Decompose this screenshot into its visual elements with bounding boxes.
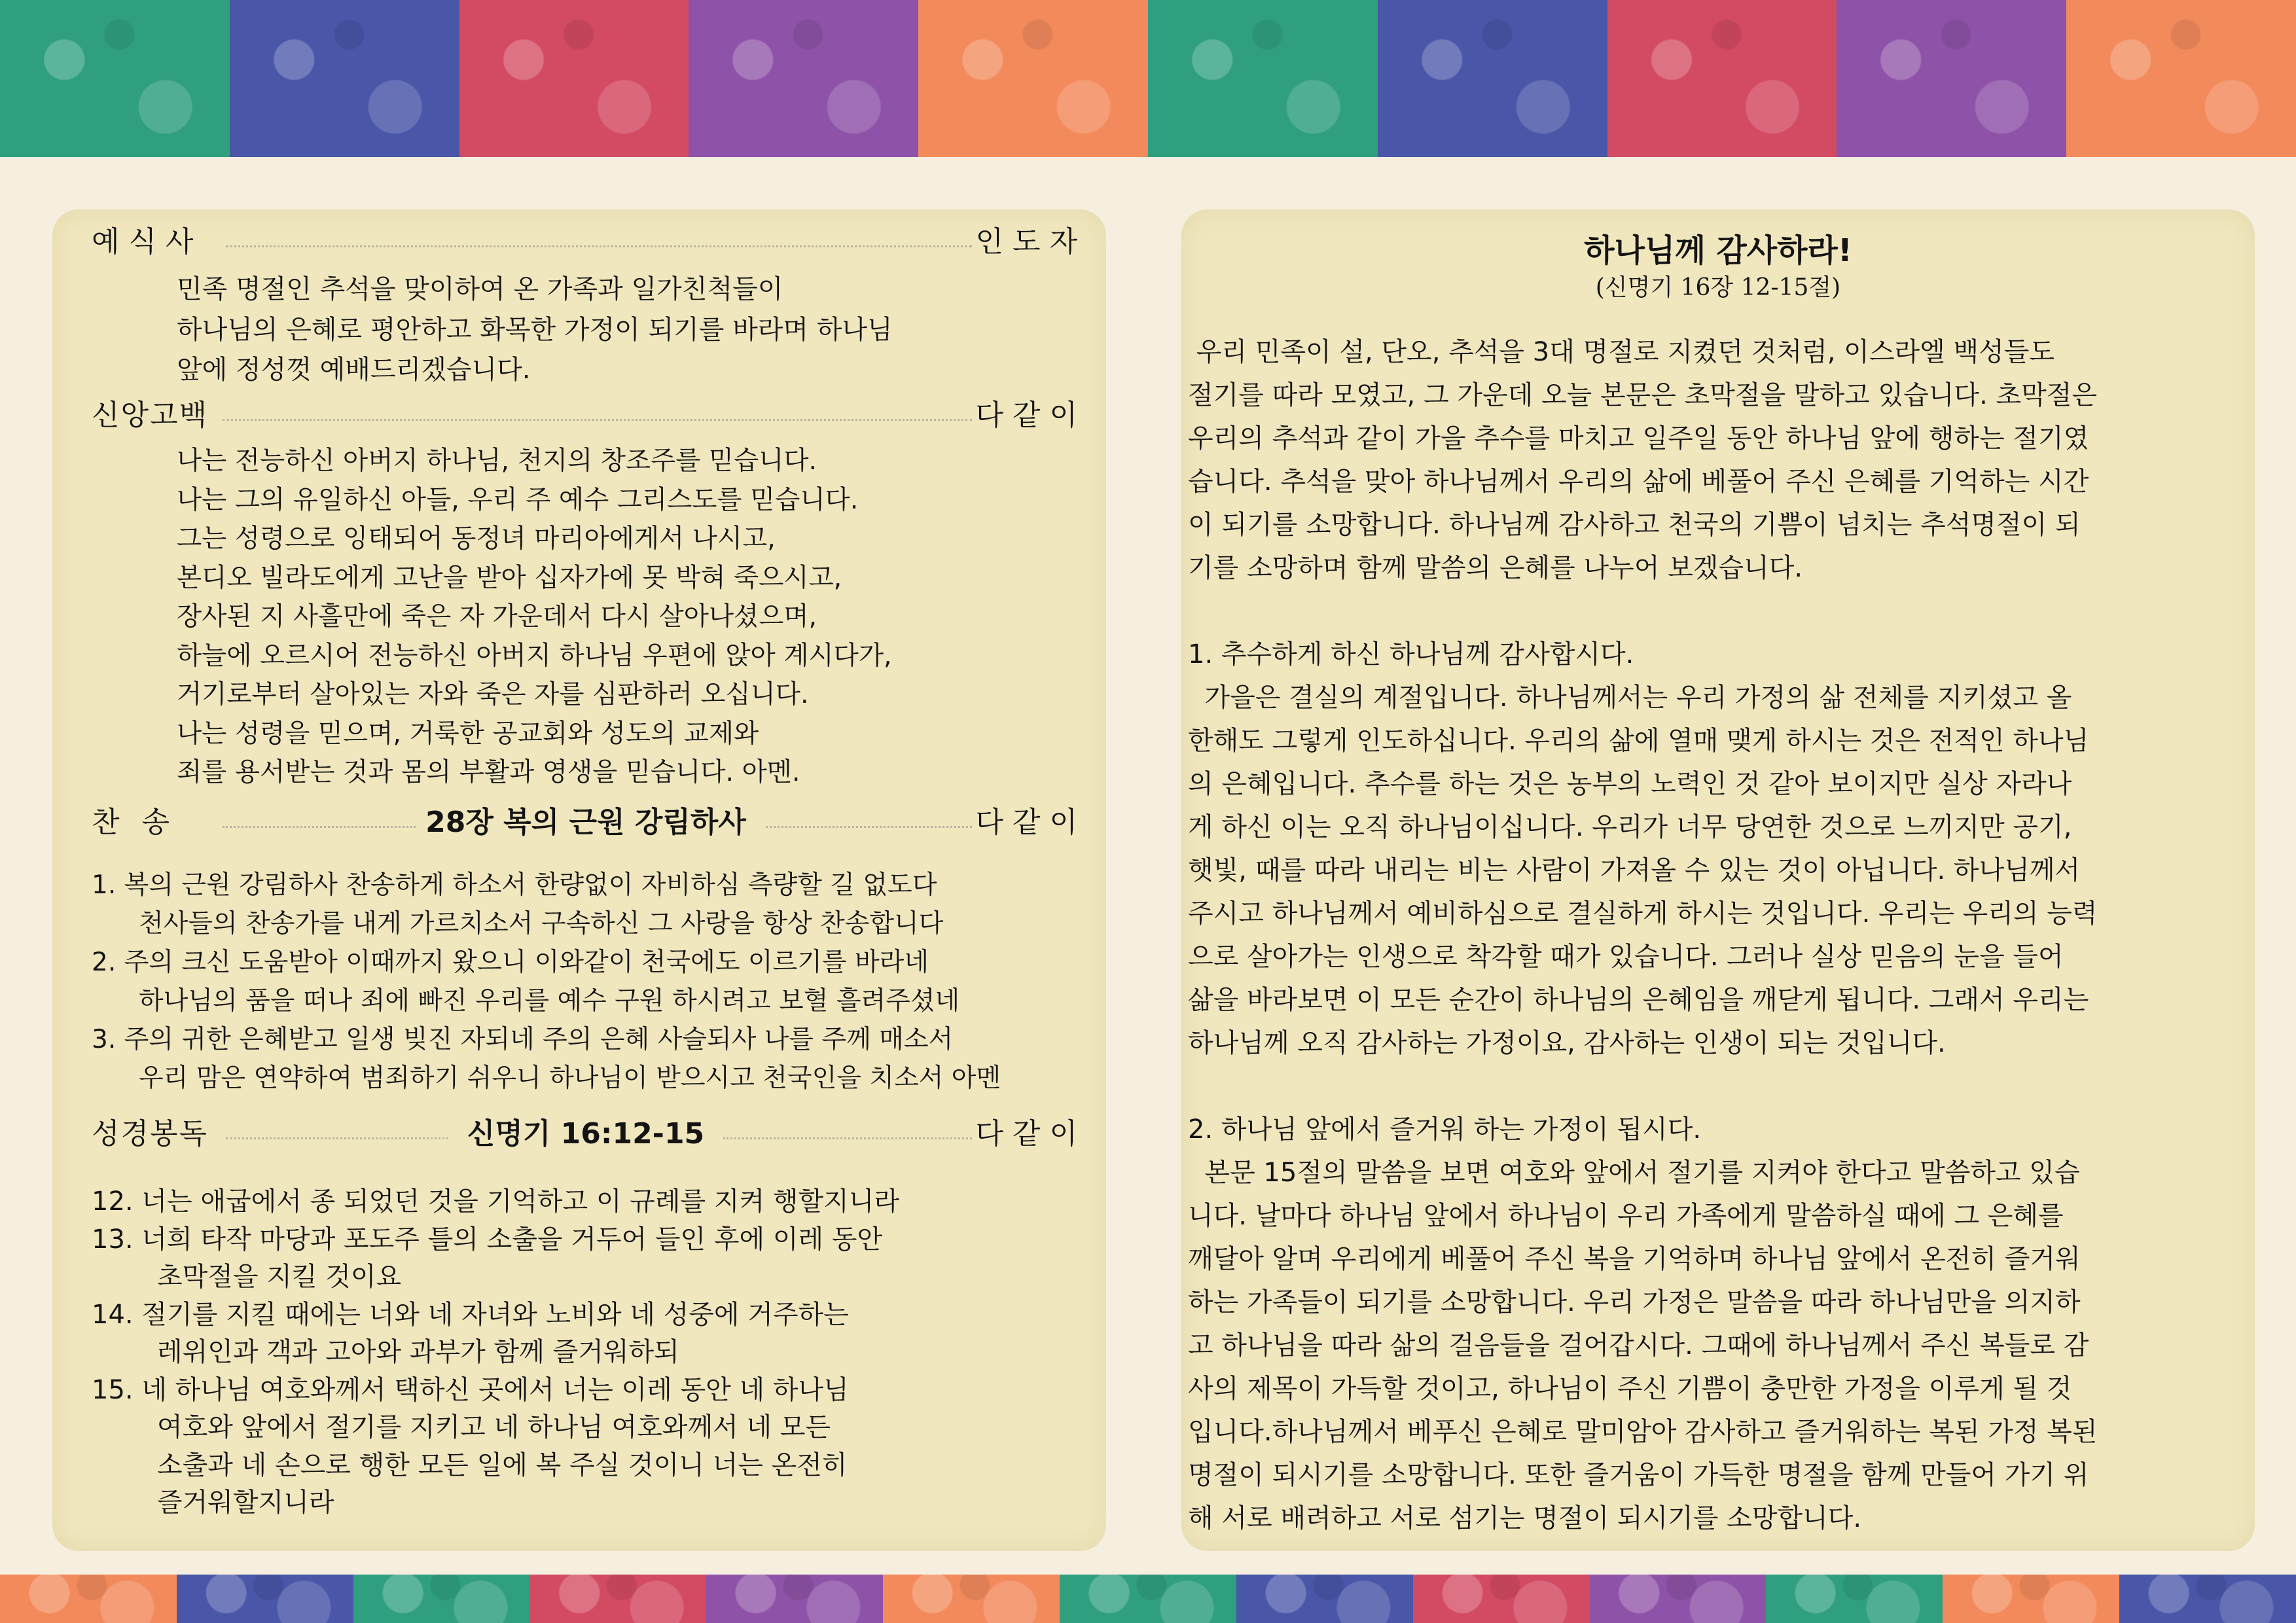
- creed-line: 나는 성령을 믿으며, 거룩한 공교회와 성도의 교제와: [177, 718, 759, 749]
- creed-leader: 다같이: [975, 399, 1086, 432]
- band-segment: [0, 0, 230, 157]
- scripture-verse-line: 레위인과 객과 고아와 과부가 함께 즐거워하되: [157, 1337, 679, 1367]
- hymn-verse-line: 1. 복의 근원 강림하사 찬송하게 하소서 한량없이 자비하심 측량할 길 없도다: [92, 870, 937, 900]
- band-segment: [918, 0, 1148, 157]
- scripture-verse-line: 여호와 앞에서 절기를 지키고 네 하나님 여호와께서 네 모든: [157, 1412, 831, 1442]
- opening-label: 예식사: [92, 225, 203, 259]
- sermon-line: 습니다. 추석을 맞아 하나님께서 우리의 삶에 베풀어 주신 은혜를 기억하는 시간: [1188, 467, 2089, 497]
- sermon-line: 햇빛, 때를 따라 내리는 비는 사람이 가져올 수 있는 것이 아닙니다. 하나님께서: [1188, 855, 2081, 885]
- sermon-body: [1188, 330, 2222, 1540]
- sermon-line: 우리의 추석과 같이 가을 추수를 마치고 일주일 동안 하나님 앞에 행하는 절기였: [1188, 423, 2089, 454]
- sermon-line: 게 하신 이는 오직 하나님이십니다. 우리가 너무 당연한 것으로 느끼지만 공기,: [1188, 812, 2072, 842]
- opening-line: 하나님의 은혜로 평안하고 화목한 가정이 되기를 바라며 하나님: [177, 314, 893, 345]
- top-pattern-band: [0, 0, 2296, 157]
- leader-dots: [226, 1137, 448, 1139]
- scripture-verse-line: 12. 너는 애굽에서 종 되었던 것을 기억하고 이 규례를 지켜 행할지니라: [92, 1186, 900, 1217]
- paragraph-gap: [1188, 1065, 2222, 1108]
- hymn-leader: 다같이: [975, 806, 1086, 839]
- scripture-verse-line: 13. 너희 타작 마당과 포도주 틀의 소출을 거두어 들인 후에 이레 동안: [92, 1224, 883, 1255]
- sermon-line: 이 되기를 소망합니다. 하나님께 감사하고 천국의 기쁨이 넘치는 추석명절이 되: [1188, 510, 2081, 540]
- band-segment: [1413, 1575, 1590, 1623]
- sermon-line: 입니다.하나님께서 베푸신 은혜로 말미암아 감사하고 즐거워하는 복된 가정 복된: [1188, 1417, 2098, 1447]
- creed-line: 거기로부터 살아있는 자와 죽은 자를 심판하러 오십니다.: [177, 679, 809, 709]
- opening-line: 앞에 정성껏 예배드리겠습니다.: [177, 355, 531, 385]
- band-segment: [230, 0, 459, 157]
- creed-line: 나는 그의 유일하신 아들, 우리 주 예수 그리스도를 믿습니다.: [177, 484, 859, 515]
- sermon-line: 으로 살아가는 인생으로 착각할 때가 있습니다. 그러나 실상 믿음의 눈을 들어: [1188, 942, 2064, 972]
- band-segment: [1060, 1575, 1236, 1623]
- sermon-line: 절기를 따라 모였고, 그 가운데 오늘 본문은 초막절을 말하고 있습니다. 초막절은: [1188, 380, 2098, 410]
- hymn-verse-line: 2. 주의 크신 도움받아 이때까지 왔으니 이와같이 천국에도 이르기를 바라네: [92, 948, 929, 977]
- opening-leader: 인도자: [975, 225, 1086, 259]
- scripture-verse-line: 소출과 네 손으로 행한 모든 일에 복 주실 것이니 너는 온전히: [157, 1450, 848, 1480]
- band-segment: [1837, 0, 2066, 157]
- sermon-line: 니다. 날마다 하나님 앞에서 하나님이 우리 가족에게 말씀하실 때에 그 은혜를: [1188, 1201, 2064, 1231]
- scripture-text: [92, 1183, 899, 1522]
- sermon-line: 기를 소망하며 함께 말씀의 은혜를 나누어 보겠습니다.: [1188, 553, 1803, 583]
- creed-line: 장사된 지 사흘만에 죽은 자 가운데서 다시 살아나셨으며,: [177, 601, 817, 632]
- band-segment: [459, 0, 689, 157]
- leader-dots: [766, 826, 972, 828]
- sermon-line: 해 서로 배려하고 서로 섬기는 명절이 되시기를 소망합니다.: [1188, 1503, 1862, 1533]
- band-segment: [1378, 0, 1607, 157]
- band-segment: [1766, 1575, 1943, 1623]
- point-heading: 2. 하나님 앞에서 즐거워 하는 가정이 됩시다.: [1188, 1115, 1702, 1145]
- band-segment: [530, 1575, 707, 1623]
- hymn-title: 28장 복의 근원 강림하사: [425, 806, 746, 839]
- sermon-line: 삶을 바라보면 이 모든 순간이 하나님의 은혜임을 깨닫게 됩니다. 그래서 우리는: [1188, 985, 2089, 1015]
- sermon-line: 본문 15절의 말씀을 보면 여호와 앞에서 절기를 지켜야 한다고 말씀하고 있습: [1188, 1158, 2080, 1188]
- scripture-verse-line: 15. 네 하나님 여호와께서 택하신 곳에서 너는 이레 동안 네 하나님: [92, 1374, 849, 1405]
- sermon-title: 하나님께 감사하라!: [1584, 232, 1852, 269]
- opening-text: [177, 270, 893, 391]
- sermon-reference: (신명기 16장 12-15절): [1595, 274, 1841, 301]
- band-segment: [706, 1575, 883, 1623]
- band-segment: [2066, 0, 2296, 157]
- paragraph-gap: [1188, 590, 2222, 633]
- band-segment: [689, 0, 918, 157]
- band-segment: [1607, 0, 1837, 157]
- sermon-line: 하나님께 오직 감사하는 가정이요, 감사하는 인생이 되는 것입니다.: [1188, 1028, 1946, 1058]
- reading-label: 성경봉독: [92, 1117, 209, 1150]
- sermon-line: 의 은혜입니다. 추수를 하는 것은 농부의 노력인 것 같아 보이지만 실상 자라나: [1188, 769, 2072, 799]
- band-segment: [1148, 0, 1378, 157]
- sermon-line: 가을은 결실의 계절입니다. 하나님께서는 우리 가정의 삶 전체를 지키셨고 올: [1188, 683, 2072, 713]
- creed-line: 하늘에 오르시어 전능하신 아버지 하나님 우편에 앉아 계시다가,: [177, 640, 892, 671]
- sermon-line: 명절이 되시기를 소망합니다. 또한 즐거움이 가득한 명절을 함께 만들어 가기 위: [1188, 1460, 2089, 1490]
- sermon-line: 사의 제목이 가득할 것이고, 하나님이 주신 기쁨이 충만한 가정을 이루게 될 것: [1188, 1374, 2072, 1404]
- hymn-label: 찬 송: [92, 806, 176, 839]
- leader-dots: [223, 419, 972, 421]
- reading-header: [92, 1111, 1086, 1157]
- band-segment: [1943, 1575, 2119, 1623]
- point-heading: 1. 추수하게 하신 하나님께 감사합시다.: [1188, 639, 1634, 669]
- hymn-verse-line: 천사들의 찬송가를 내게 가르치소서 구속하신 그 사랑을 항상 찬송합니다: [139, 909, 944, 938]
- creed-header: [92, 393, 1086, 438]
- scripture-verse-line: 즐거워할지니라: [157, 1488, 334, 1518]
- scripture-verse-line: 14. 절기를 지킬 때에는 너와 네 자녀와 노비와 네 성중에 거주하는: [92, 1299, 849, 1330]
- reading-leader: 다같이: [975, 1117, 1086, 1150]
- creed-line: 그는 성령으로 잉태되어 동정녀 마리아에게서 나시고,: [177, 524, 776, 554]
- sermon-line: 우리 민족이 설, 단오, 추석을 3대 명절로 지켰던 것처럼, 이스라엘 백성들도: [1188, 337, 2055, 367]
- band-segment: [353, 1575, 530, 1623]
- band-segment: [1590, 1575, 1767, 1623]
- band-segment: [2119, 1575, 2296, 1623]
- band-segment: [883, 1575, 1060, 1623]
- hymn-header: [92, 800, 1086, 846]
- band-segment: [1236, 1575, 1413, 1623]
- sermon-line: 하는 가족들이 되기를 소망합니다. 우리 가정은 말씀을 따라 하나님만을 의지하: [1188, 1287, 2081, 1317]
- leader-dots: [226, 245, 972, 247]
- hymn-lyrics: [92, 866, 1001, 1097]
- bottom-pattern-band: [0, 1575, 2296, 1623]
- band-segment: [177, 1575, 353, 1623]
- scripture-verse-line: 초막절을 지킬 것이요: [157, 1262, 402, 1292]
- leader-dots: [223, 826, 416, 828]
- sermon-line: 한해도 그렇게 인도하십니다. 우리의 삶에 열매 맺게 하시는 것은 전적인 하나님: [1188, 726, 2089, 756]
- reading-reference: 신명기 16:12-15: [467, 1117, 705, 1150]
- creed-label: 신앙고백: [92, 399, 209, 432]
- creed-line: 본디오 빌라도에게 고난을 받아 십자가에 못 박혀 죽으시고,: [177, 562, 842, 593]
- band-segment: [0, 1575, 177, 1623]
- hymn-verse-line: 우리 맘은 연약하여 범죄하기 쉬우니 하나님이 받으시고 천국인을 치소서 아멘: [139, 1063, 1001, 1093]
- creed-text: [177, 442, 892, 793]
- opening-line: 민족 명절인 추석을 맞이하여 온 가족과 일가친척들이: [177, 274, 783, 304]
- creed-line: 나는 전능하신 아버지 하나님, 천지의 창조주를 믿습니다.: [177, 446, 817, 476]
- sermon-line: 고 하나님을 따라 삶의 걸음들을 걸어갑시다. 그때에 하나님께서 주신 복들로 감: [1188, 1330, 2089, 1361]
- hymn-verse-line: 3. 주의 귀한 은혜받고 일생 빚진 자되네 주의 은혜 사슬되사 나를 주께 매소서: [92, 1025, 954, 1054]
- sermon-line: 깨달아 알며 우리에게 베풀어 주신 복을 기억하며 하나님 앞에서 온전히 즐거워: [1188, 1244, 2081, 1274]
- opening-header: [92, 219, 1086, 265]
- creed-line: 죄를 용서받는 것과 몸의 부활과 영생을 믿습니다. 아멘.: [177, 757, 800, 787]
- sermon-line: 주시고 하나님께서 예비하심으로 결실하게 하시는 것입니다. 우리는 우리의 능력: [1188, 899, 2098, 929]
- leader-dots: [723, 1137, 972, 1139]
- hymn-verse-line: 하나님의 품을 떠나 죄에 빠진 우리를 예수 구원 하시려고 보혈 흘려주셨네: [139, 986, 960, 1016]
